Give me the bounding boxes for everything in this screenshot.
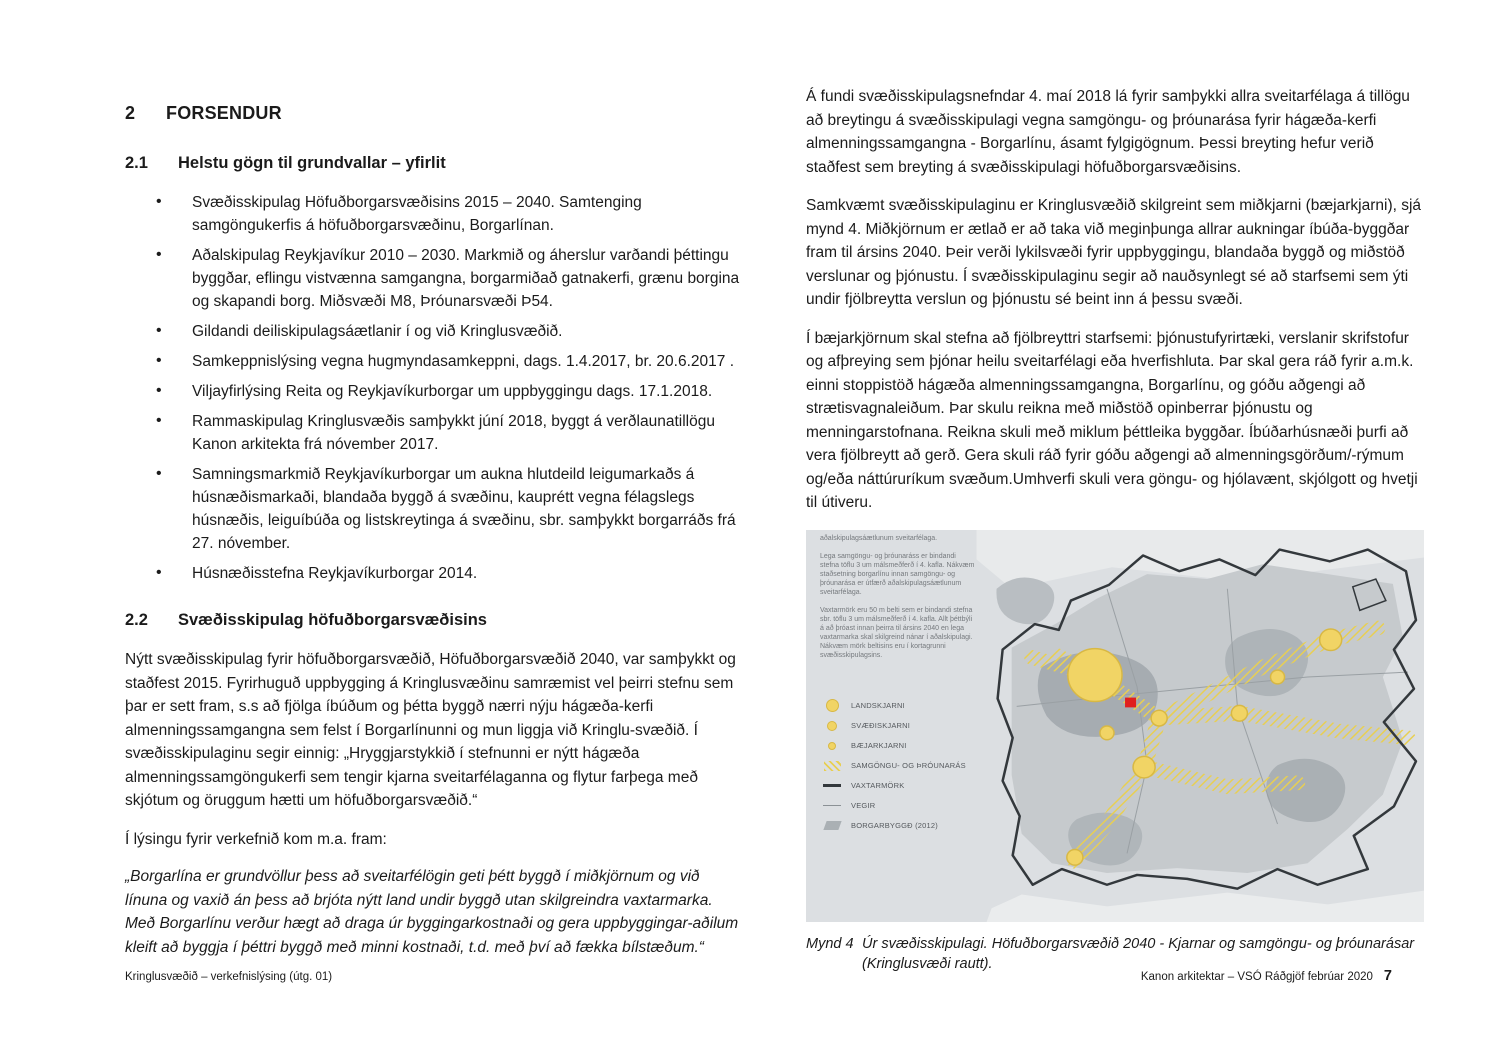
- caption-text: Úr svæðisskipulagi. Höfuðborgarsvæðið 2040 - Kjarnar og samgöngu- og þróunarásar (Kringlusvæði rautt).: [862, 935, 1415, 972]
- paragraph: Samkvæmt svæðisskipulaginu er Kringlusvæðið skilgreint sem miðkjarni (bæjarkjarni), sjá mynd 4. Miðkjörnum er ætlað er að taka við meginþunga allrar aukningar íbúða-byggðar fram til ársins 2040. Þeir verði lykilsvæði fyrir uppbyggingu, blandaða byggð og miðstöð verslunar og þjónustu. Í svæðisskipulaginu segir að nauðsynlegt sé að starfsemi sem ýti undir fjölbreytta verslun og þjónustu sé beint inn á þessu svæði.: [806, 197, 1422, 308]
- map-legend: [820, 700, 1000, 840]
- figure-map: [806, 530, 1424, 922]
- section-2-2-number: 2.2: [125, 611, 148, 629]
- legend-label: LANDSKJARNI: [851, 701, 905, 710]
- right-column: [806, 85, 1424, 974]
- note-corridors: Lega samgöngu- og þróunaráss er bindandi stefna töflu 3 um málsmeðferð í 4. kafla. Nákvæm staðsetning borgarlínu innan samgöngu- og þróunarása er útfærð aðalskipulagsáætlunum sveitarfélaga.: [820, 552, 975, 596]
- list-item: [125, 191, 743, 237]
- paragraph: Nýtt svæðisskipulag fyrir höfuðborgarsvæðið, Höfuðborgarsvæðið 2040, var samþykkt og staðfest 2015. Fyrirhuguð uppbygging á Kringlusvæðinu samræmist vel þeirri stefnu sem þar er sett fram, s.s að fjölga íbúðum og þétta byggð nærri nýju hágæða-kerfi almenningssamgangna sem felst í Borgarlínunni og mun liggja við Kringlu-svæðið. Í svæðisskipulaginu segir einnig: „Hryggjarstykkið í stefnunni er nýtt hágæða almenningssamgöngukerfi sem tengir kjarna sveitarfélaganna og flytur farþega með skjótum og öruggum hætti um höfuðborgarsvæðið.“: [125, 651, 736, 809]
- paragraph: Í bæjarkjörnum skal stefna að fjölbreyttri starfsemi: þjónustufyrirtæki, verslanir skrifstofur og afþreying sem þjónar heilu sveitarfélagi eða hverfishluta. Þar skal gera ráð fyrir a.m.k. einni stoppistöð hágæða almenningssamgangna, Borgarlínu, og góðu aðgengi að strætisvagnaleiðum. Þar skulu reikna með miðstöð opinberrar þjónustu og menningarstofnana. Reikna skuli með miklum þéttleika byggðar. Íbúðarhúsnæði þurfi að vera fjölbreytt að gerð. Gera skuli ráð fyrir góðu aðgengi að almenningsgörðum/-rýmum og/eða náttúruríkum svæðum.Umhverfi skuli vera göngu- og hjólavænt, skjólgott og hvetji til útiveru.: [806, 329, 1418, 511]
- section-2-1-title: Helstu gögn til grundvallar – yfirlit: [178, 154, 446, 172]
- page-number: 7: [1383, 968, 1392, 984]
- chapter-title: FORSENDUR: [166, 103, 282, 123]
- list-item-text: Húsnæðisstefna Reykjavíkurborgar 2014.: [192, 565, 478, 582]
- chapter-number: 2: [125, 103, 136, 123]
- quote-paragraph: „Borgarlína er grundvöllur þess að sveitarfélögin geti þétt byggð í miðkjörnum og við línuna og vaxið án þess að brjóta nýtt land undir byggð utan skilgreindra vaxtarmarka. Með Borgarlínu verður hægt að draga úr byggingarkostnaði og gera uppbyggingar-aðilum kleift að byggja í þéttri byggð með minni kostnaði, t.d. með því að fækka bílstæðum.“: [125, 868, 739, 956]
- kringlusvaedi-marker: [1125, 697, 1136, 707]
- list-item-text: Samningsmarkmið Reykjavíkurborgar um aukna hlutdeild leigumarkaðs á húsnæðismarkaði, blandaða byggð á svæðinu, kauprétt vegna félagslegs húsnæðis, leiguíbúða og listskreytinga á svæðinu, sbr. samþykkt borgarráðs frá 27. nóvember.: [192, 466, 736, 552]
- list-item-text: Aðalskipulag Reykjavíkur 2010 – 2030. Markmið og áherslur varðandi þéttingu byggðar, eflingu vistvænna samgangna, borgarmiðað gatnakerfi, grænu borgina og skapandi borg. Miðsvæði M8, Þróunarsvæði Þ54.: [192, 247, 740, 310]
- list-item: [125, 410, 743, 456]
- note-top: aðalskipulagsáætlunum sveitarfélaga.: [820, 534, 938, 542]
- legend-item: [820, 820, 1000, 832]
- figure-notes: [820, 534, 976, 669]
- legend-label: VAXTARMÖRK: [851, 781, 905, 790]
- borgarbyggd-swatch: [820, 821, 844, 830]
- note-growth-boundary: Vaxtarmörk eru 50 m belti sem er bindandi stefna sbr. töflu 3 um málsmeðferð í 4. kafla. Allt þéttbýli á að þróast innan þeirra til ársins 2040 en lega vaxtarmarka skal skilgreind nánar í aðalskipulagi. Nákvæm mörk beltisins eru í kortagrunni svæðisskipulagsins.: [820, 606, 973, 659]
- list-item: [125, 320, 743, 343]
- legend-label: BÆJARKJARNI: [851, 741, 907, 750]
- list-item-text: Svæðisskipulag Höfuðborgarsvæðisins 2015 – 2040. Samtenging samgöngukerfis á höfuðborgarsvæðinu, Borgarlínan.: [192, 194, 642, 234]
- chapter-heading: [125, 103, 743, 124]
- list-item: [125, 244, 743, 313]
- caption-label: Mynd 4: [806, 935, 854, 952]
- source-documents-list: [125, 191, 743, 585]
- list-item: [125, 463, 743, 555]
- legend-item: [820, 780, 1000, 792]
- legend-item: [820, 720, 1000, 732]
- list-item-text: Rammaskipulag Kringlusvæðis samþykkt júní 2018, byggt á verðlaunatillögu Kanon arkitekta frá nóvember 2017.: [192, 413, 715, 453]
- list-item-text: Samkeppnislýsing vegna hugmyndasamkeppni, dags. 1.4.2017, br. 20.6.2017 .: [192, 353, 735, 370]
- left-column: [125, 103, 743, 974]
- section-2-2-title: Svæðisskipulag höfuðborgarsvæðisins: [178, 611, 487, 629]
- landskjarni-swatch: [820, 699, 844, 712]
- legend-item: [820, 800, 1000, 812]
- legend-item: [820, 700, 1000, 712]
- corridor-swatch: [820, 761, 844, 771]
- footer-left: Kringlusvæðið – verkefnislýsing (útg. 01): [125, 971, 333, 983]
- legend-label: VEGIR: [851, 801, 876, 810]
- list-item-text: Viljayfirlýsing Reita og Reykjavíkurborgar um uppbyggingu dags. 17.1.2018.: [192, 383, 713, 400]
- section-2-1-heading: [125, 154, 743, 173]
- section-2-1-number: 2.1: [125, 154, 148, 172]
- vaxtarmork-swatch: [820, 784, 844, 787]
- list-item-text: Gildandi deiliskipulagsáætlanir í og við Kringlusvæðið.: [192, 323, 563, 340]
- list-item: [125, 562, 743, 585]
- paragraph: Á fundi svæðisskipulagsnefndar 4. maí 2018 lá fyrir samþykki allra sveitarfélaga á tillögu að breytingu á svæðisskipulagi vegna samgöngu- og þróunarása fyrir hágæða-kerfi almenningssamgangna - Borgarlínu, ásamt fylgigögnum. Þessi breyting hefur verið staðfest sem breyting á svæðisskipulagi höfuðborgarsvæðisins.: [806, 88, 1410, 176]
- footer-right-text: Kanon arkitektar – VSÓ Ráðgjöf febrúar 2020: [1140, 971, 1373, 983]
- section-2-2-heading: [125, 611, 743, 630]
- list-item: [125, 380, 743, 403]
- footer-right: [1141, 968, 1392, 984]
- legend-label: BORGARBYGGÐ (2012): [851, 821, 938, 830]
- legend-item: [820, 740, 1000, 752]
- svaediskjarni-swatch: [820, 721, 844, 731]
- list-item: [125, 350, 743, 373]
- baejarkjarni-swatch: [820, 742, 844, 750]
- legend-item: [820, 760, 1000, 772]
- legend-label: SVÆÐISKJARNI: [851, 721, 911, 730]
- lead-in-paragraph: Í lýsingu fyrir verkefnið kom m.a. fram:: [125, 830, 387, 848]
- vegir-swatch: [820, 805, 844, 806]
- legend-label: SAMGÖNGU- OG ÞRÓUNARÁS: [851, 761, 966, 770]
